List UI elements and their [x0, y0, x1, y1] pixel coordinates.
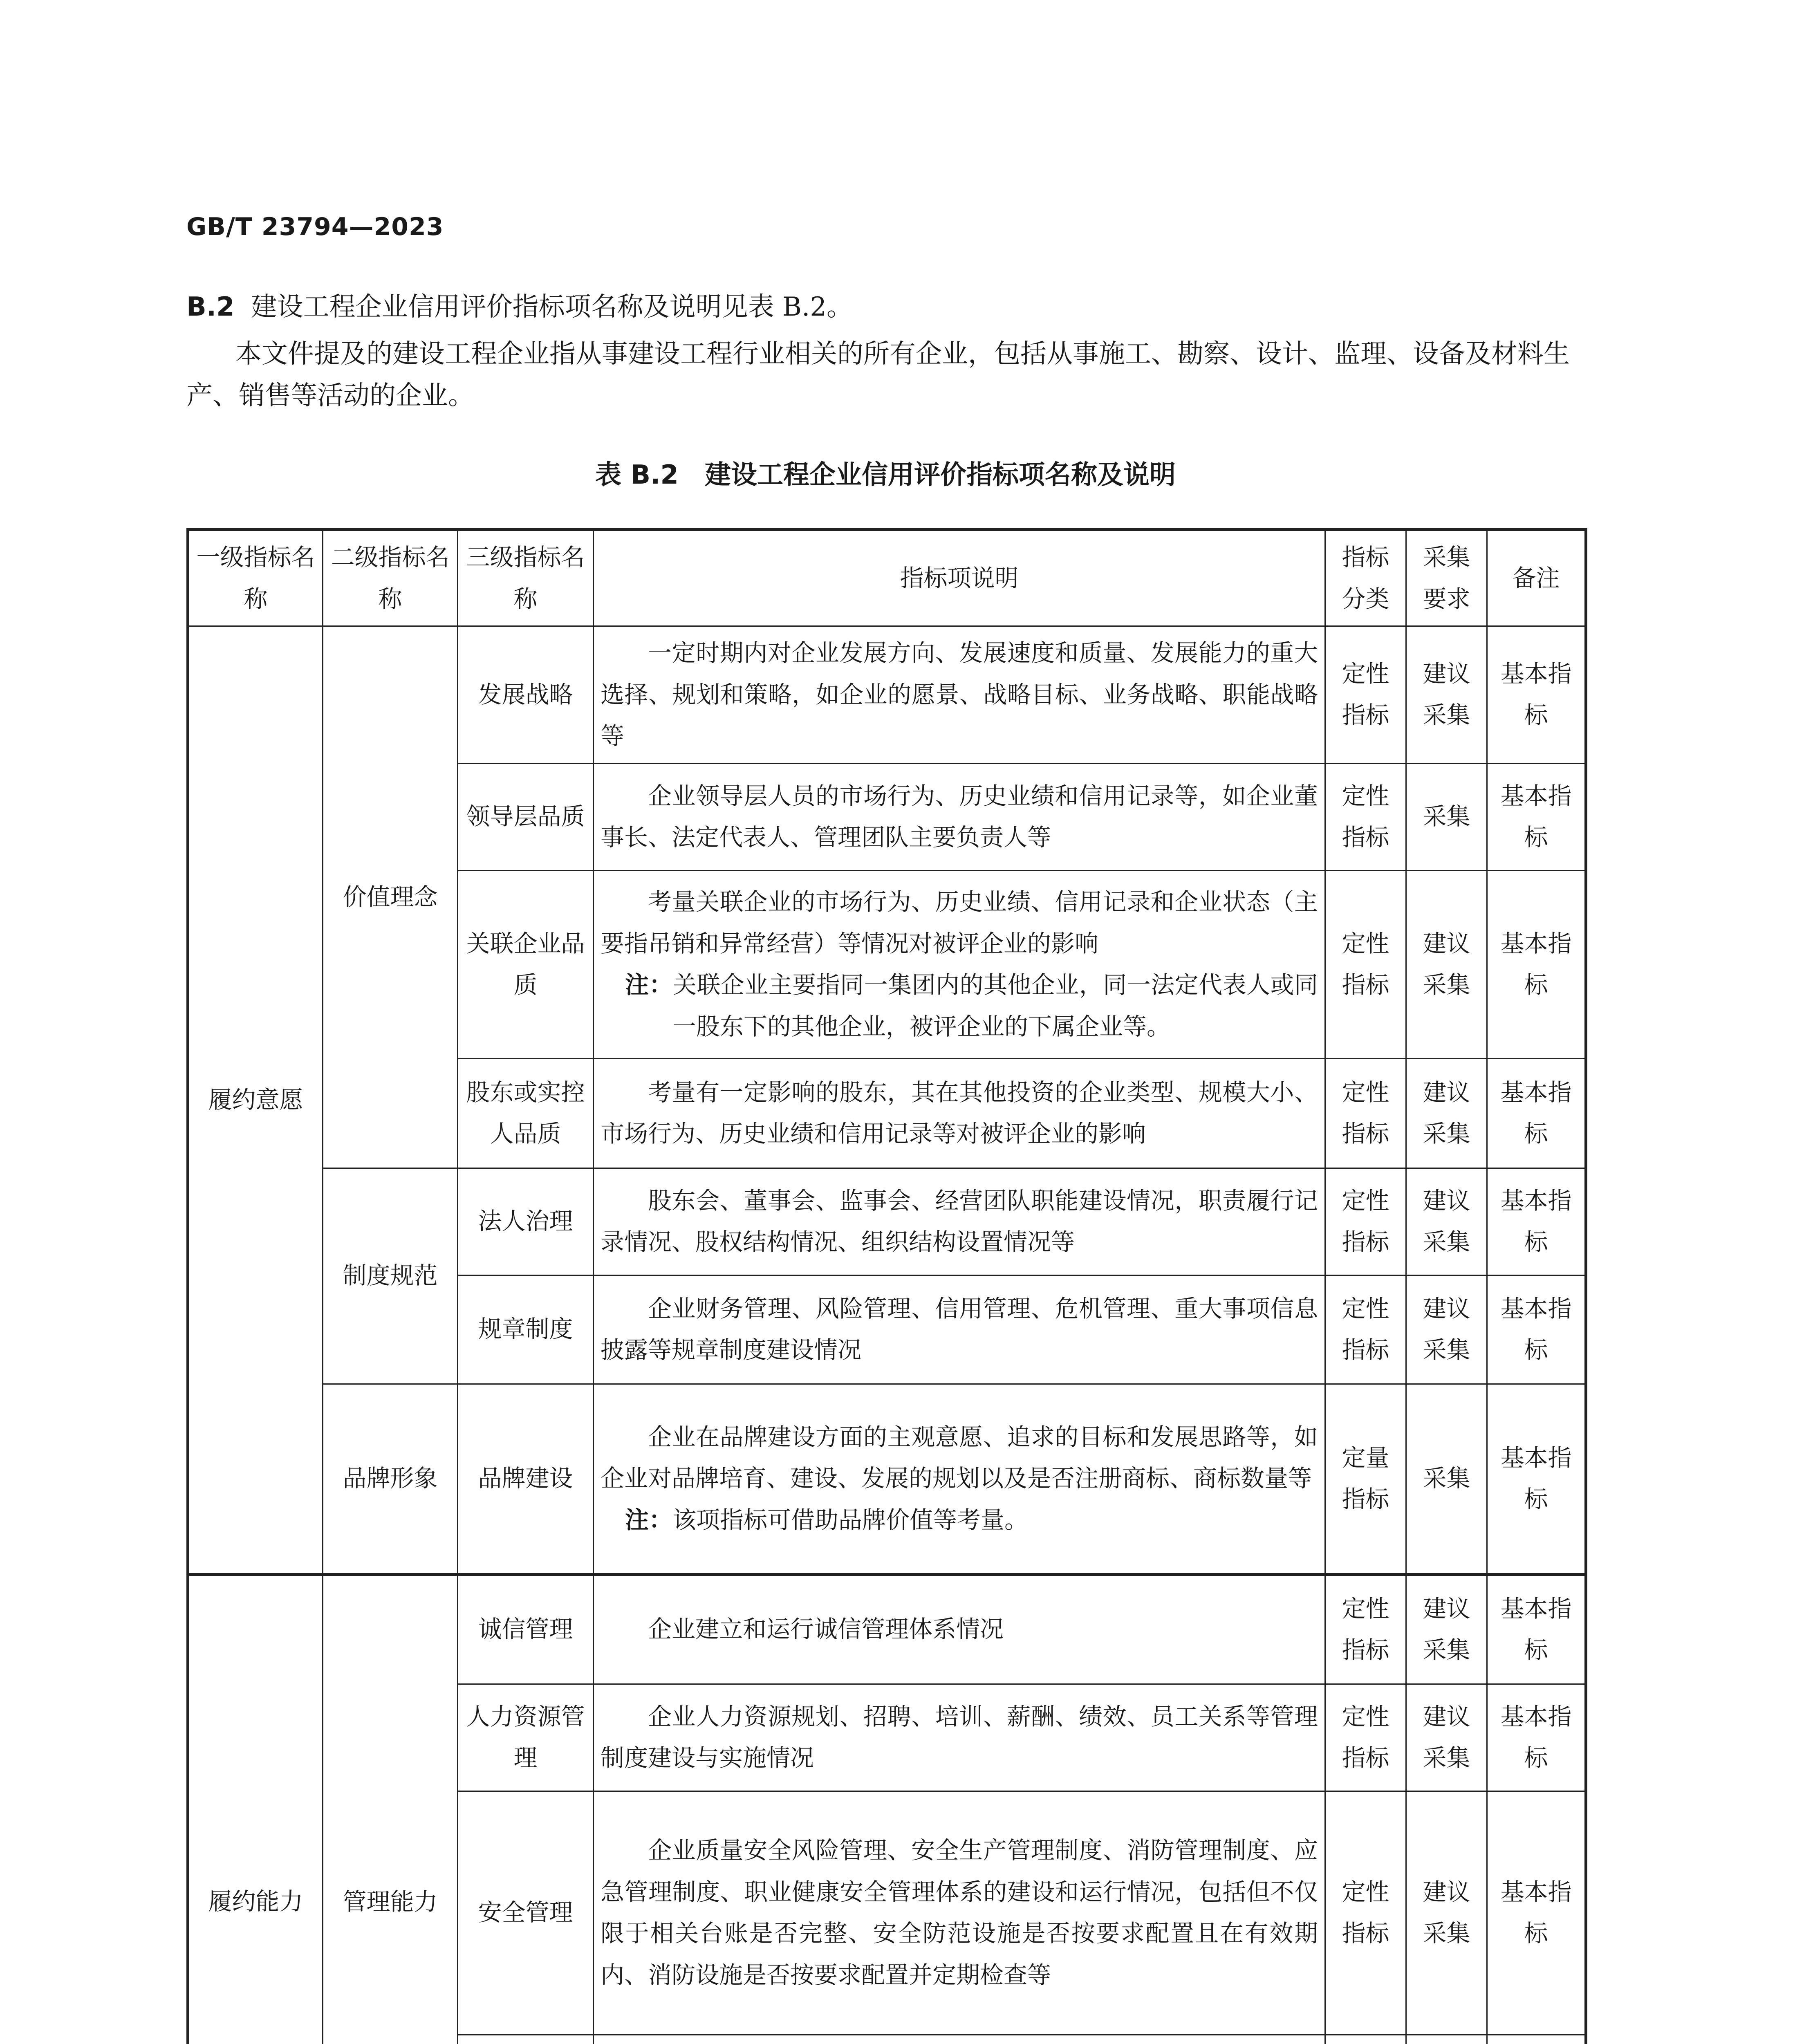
- note-text: 关联企业主要指同一集团内的其他企业，同一法定代表人或同一股东下的其他企业，被评企业的下属企业等。: [672, 971, 1318, 1040]
- table-row: [188, 626, 1586, 764]
- category-cell: 定性指标: [1325, 1684, 1406, 1791]
- section-intro: [186, 286, 1584, 328]
- collect-cell: 采集: [1406, 763, 1487, 870]
- level2-cell: 品牌形象: [323, 1384, 458, 1574]
- level3-cell: 领导层品质: [458, 763, 594, 870]
- table-row: [188, 1168, 1586, 1275]
- table-title: 表 B.2 建设工程企业信用评价指标项名称及说明: [595, 460, 1176, 490]
- header-level3: 三级指标名称: [458, 530, 594, 626]
- desc-cell: [594, 1384, 1325, 1574]
- collect-cell: 建议采集: [1406, 870, 1487, 1058]
- desc-note: [625, 1499, 1318, 1541]
- desc-note: [625, 964, 1318, 1047]
- desc-text: 考量关联企业的市场行为、历史业绩、信用记录和企业状态（主要指吊销和异常经营）等情况对被评企业的影响: [601, 888, 1318, 957]
- level3-cell: 人力资源管理: [458, 1684, 594, 1791]
- header-level1: 一级指标名称: [188, 530, 323, 626]
- desc-cell: [594, 626, 1325, 764]
- category-cell: 定量指标: [1325, 1384, 1406, 1574]
- collect-cell: 建议采集: [1406, 1791, 1487, 2035]
- level2-cell: 管理能力: [323, 1574, 458, 2044]
- desc-text: 企业财务管理、风险管理、信用管理、危机管理、重大事项信息披露等规章制度建设情况: [601, 1294, 1318, 1364]
- header-desc: 指标项说明: [594, 530, 1325, 626]
- note-label: 注：: [625, 1506, 673, 1534]
- desc-cell: [594, 1168, 1325, 1275]
- category-cell: 定性指标: [1325, 1574, 1406, 1684]
- desc-text: 考量有一定影响的股东，其在其他投资的企业类型、规模大小、市场行为、历史业绩和信用记录等对被评企业的影响: [601, 1078, 1318, 1148]
- category-cell: 定性指标: [1325, 1791, 1406, 2035]
- level1-cell: 履约意愿: [188, 626, 323, 1575]
- collect-cell: 建议采集: [1406, 1168, 1487, 1275]
- desc-text: 企业人力资源规划、招聘、培训、薪酬、绩效、员工关系等管理制度建设与实施情况: [601, 1702, 1318, 1772]
- category-cell: [1325, 2035, 1406, 2044]
- remark-cell: 基本指标: [1487, 1684, 1586, 1791]
- category-cell: 定性指标: [1325, 763, 1406, 870]
- remark-cell: 基本指标: [1487, 1275, 1586, 1384]
- table-row: [188, 1384, 1586, 1574]
- category-cell: 定性指标: [1325, 870, 1406, 1058]
- level3-cell: 股东或实控人品质: [458, 1058, 594, 1168]
- note-label: 注：: [625, 971, 673, 999]
- desc-cell: [594, 763, 1325, 870]
- remark-cell: 基本指标: [1487, 1574, 1586, 1684]
- desc-cell: [594, 1684, 1325, 1791]
- remark-cell: 基本指标: [1487, 870, 1586, 1058]
- category-cell: 定性指标: [1325, 1058, 1406, 1168]
- desc-text: 一定时期内对企业发展方向、发展速度和质量、发展能力的重大选择、规划和策略，如企业的愿景、战略目标、业务战略、职能战略等: [601, 639, 1318, 750]
- level3-cell: 关联企业品质: [458, 870, 594, 1058]
- section-intro-text: 建设工程企业信用评价指标项名称及说明见表 B.2。: [251, 292, 853, 322]
- level3-cell: 品牌建设: [458, 1384, 594, 1574]
- collect-cell: 建议采集: [1406, 626, 1487, 764]
- remark-cell: 基本指标: [1487, 1791, 1586, 2035]
- collect-cell: [1406, 2035, 1487, 2044]
- desc-text: 企业领导层人员的市场行为、历史业绩和信用记录等，如企业董事长、法定代表人、管理团队主要负责人等: [601, 782, 1318, 851]
- remark-cell: 基本指标: [1487, 1384, 1586, 1574]
- level1-cell: 履约能力: [188, 1574, 323, 2044]
- collect-cell: 建议采集: [1406, 1275, 1487, 1384]
- desc-cell: [594, 870, 1325, 1058]
- remark-cell: 基本指标: [1487, 626, 1586, 764]
- level3-cell: 发展战略: [458, 626, 594, 764]
- body-paragraph: 本文件提及的建设工程企业指从事建设工程行业相关的所有企业，包括从事施工、勘察、设计、监理、设备及材料生产、销售等活动的企业。: [186, 339, 1570, 411]
- header-collect: 采集要求: [1406, 530, 1487, 626]
- category-cell: 定性指标: [1325, 1168, 1406, 1275]
- level3-cell: 规章制度: [458, 1275, 594, 1384]
- level2-cell: 制度规范: [323, 1168, 458, 1384]
- desc-cell: [594, 1574, 1325, 1684]
- remark-cell: [1487, 2035, 1586, 2044]
- level3-cell: 法人治理: [458, 1168, 594, 1275]
- desc-text: 股东会、董事会、监事会、经营团队职能建设情况，职责履行记录情况、股权结构情况、组织结构设置情况等: [601, 1186, 1318, 1256]
- table-header-row: [188, 530, 1586, 626]
- level3-cell: 安全管理: [458, 1791, 594, 2035]
- remark-cell: 基本指标: [1487, 1168, 1586, 1275]
- desc-cell: [594, 1275, 1325, 1384]
- desc-cell: [594, 1791, 1325, 2035]
- category-cell: 定性指标: [1325, 1275, 1406, 1384]
- desc-cell: [594, 1058, 1325, 1168]
- desc-cell: [594, 2035, 1325, 2044]
- level3-cell: 诚信管理: [458, 1574, 594, 1684]
- category-cell: 定性指标: [1325, 626, 1406, 764]
- remark-cell: 基本指标: [1487, 763, 1586, 870]
- collect-cell: 建议采集: [1406, 1058, 1487, 1168]
- desc-text: 企业质量安全风险管理、安全生产管理制度、消防管理制度、应急管理制度、职业健康安全管理体系的建设和运行情况，包括但不仅限于相关台账是否完整、安全防范设施是否按要求配置且在有效期内、消防设施是否按要求配置并定期检查等: [601, 1836, 1318, 1989]
- collect-cell: 建议采集: [1406, 1574, 1487, 1684]
- header-level2: 二级指标名称: [323, 530, 458, 626]
- note-text: 该项指标可借助品牌价值等考量。: [672, 1506, 1029, 1534]
- standard-code: GB/T 23794—2023: [186, 213, 444, 241]
- collect-cell: 建议采集: [1406, 1684, 1487, 1791]
- desc-text: 企业建立和运行诚信管理体系情况: [648, 1615, 1004, 1643]
- level3-cell: [458, 2035, 594, 2044]
- desc-text: 企业在品牌建设方面的主观意愿、追求的目标和发展思路等，如企业对品牌培育、建设、发展的规划以及是否注册商标、商标数量等: [601, 1423, 1318, 1493]
- table-row: [188, 1574, 1586, 1684]
- section-number: B.2: [186, 292, 235, 322]
- indicator-table: [186, 528, 1587, 2044]
- header-category: 指标分类: [1325, 530, 1406, 626]
- remark-cell: 基本指标: [1487, 1058, 1586, 1168]
- collect-cell: 采集: [1406, 1384, 1487, 1574]
- level2-cell: 价值理念: [323, 626, 458, 1168]
- header-remark: 备注: [1487, 530, 1586, 626]
